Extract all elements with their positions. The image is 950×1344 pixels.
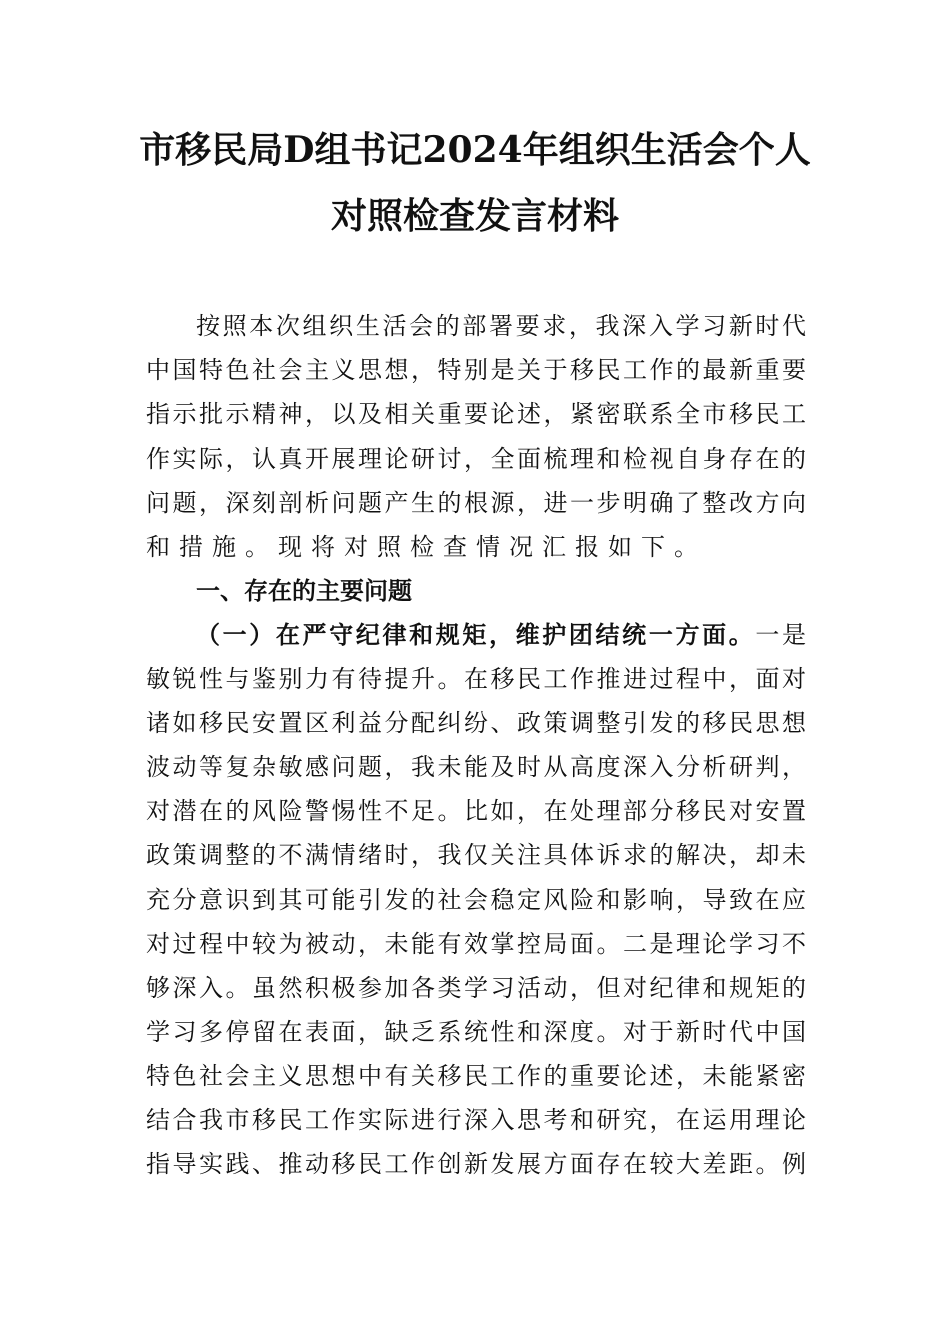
text-line: 指导实践、推动移民工作创新发展方面存在较大差距。例	[146, 1150, 806, 1179]
text-line: 诸如移民安置区利益分配纠纷、政策调整引发的移民思想	[146, 709, 806, 738]
text-line: 对潜在的风险警惕性不足。比如，在处理部分移民对安置	[146, 797, 806, 826]
text-line: 够深入。虽然积极参加各类学习活动，但对纪律和规矩的	[146, 973, 806, 1002]
text-line: 按照本次组织生活会的部署要求，我深入学习新时代	[196, 312, 806, 340]
text-line: 充分意识到其可能引发的社会稳定风险和影响，导致在应	[146, 885, 806, 914]
document-title-line-1: 市移民局D组书记2024年组织生活会个人	[139, 129, 811, 171]
text-line: 问题，深刻剖析问题产生的根源，进一步明确了整改方向	[146, 488, 806, 517]
document-title-line-2: 对照检查发言材料	[330, 195, 619, 237]
subsection-first-line-rest: 一是	[755, 621, 807, 649]
section-heading: 一、存在的主要问题	[196, 577, 412, 605]
text-line: 对过程中较为被动，未能有效掌控局面。二是理论学习不	[146, 929, 806, 958]
subsection-title: （一）在严守纪律和规矩，维护团结统一方面。	[196, 620, 756, 649]
text-line: 波动等复杂敏感问题，我未能及时从高度深入分析研判，	[146, 753, 806, 782]
text-line: 和措施。现将对照检查情况汇报如下。	[146, 533, 707, 561]
text-line: 结合我市移民工作实际进行深入思考和研究，在运用理论	[146, 1106, 806, 1134]
text-line: 作实际，认真开展理论研讨，全面梳理和检视自身存在的	[146, 444, 806, 473]
text-line: 政策调整的不满情绪时，我仅关注具体诉求的解决，却未	[146, 841, 806, 870]
text-line: 敏锐性与鉴别力有待提升。在移民工作推进过程中，面对	[146, 665, 806, 693]
text-line: 学习多停留在表面，缺乏系统性和深度。对于新时代中国	[146, 1017, 806, 1046]
text-line: 中国特色社会主义思想，特别是关于移民工作的最新重要	[146, 356, 806, 385]
text-line: 指示批示精神，以及相关重要论述，紧密联系全市移民工	[146, 400, 806, 429]
text-line: 特色社会主义思想中有关移民工作的重要论述，未能紧密	[146, 1061, 806, 1090]
subsection-first-line	[196, 620, 806, 650]
